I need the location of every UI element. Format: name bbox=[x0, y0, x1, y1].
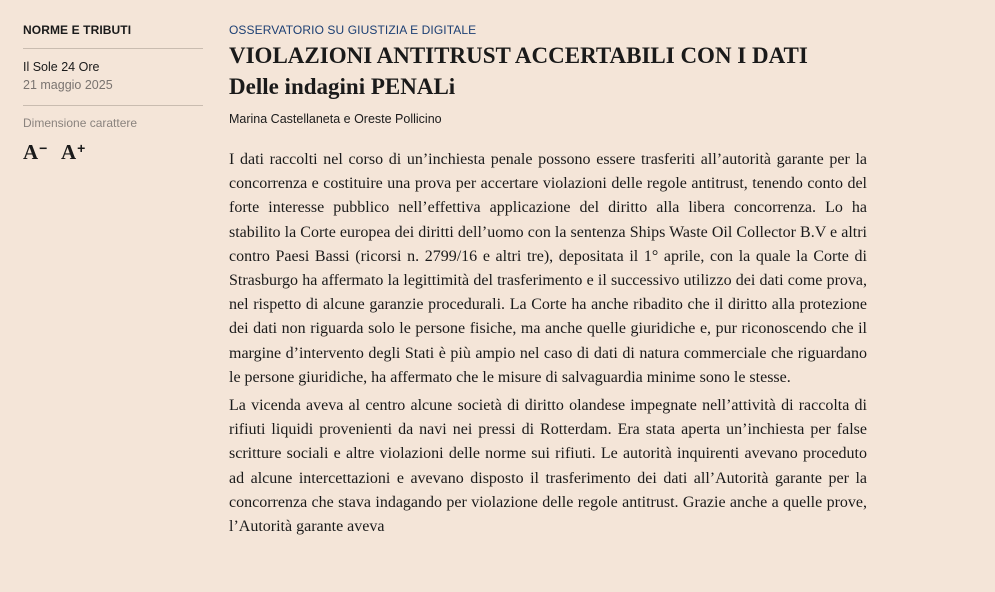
decrease-font-size-button[interactable] bbox=[23, 136, 47, 164]
increase-font-letter: A bbox=[61, 140, 77, 164]
divider bbox=[23, 48, 203, 49]
font-size-label: Dimensione carattere bbox=[23, 116, 138, 130]
section-title[interactable]: NORME E TRIBUTI bbox=[23, 23, 132, 37]
minus-icon: − bbox=[39, 140, 48, 156]
article-paragraph: I dati raccolti nel corso di un’inchiesta penale possono essere trasferiti all’autorità garante per la concorrenza e costituire una prova per accertare violazioni delle regole antitrust, tenendo conto del forte interesse pubblico nell’effettiva applicazione del diritto alla libera concorrenza. Lo ha stabilito la Corte europea dei diritti dell’uomo con la sentenza Ships Waste Oil Collector B.V e altri contro Paesi Bassi (ricorsi n. 2799/16 e altri tre), depositata il 1° aprile, con la quale la Corte di Strasburgo ha affermato la legittimità del trasferimento e il successivo utilizzo dei dati come prova, nel rispetto di alcune garanzie procedurali. La Corte ha anche ribadito che il diritto alla protezione dei dati non riguarda solo le persone fisiche, ma anche quelle giuridiche e, pur riconoscendo che il margine d’intervento degli Stati è più ampio nel caso di dati di natura commerciale che riguardano le persone giuridiche, ha affermato che le misure di salvaguardia minime sono le stesse. bbox=[229, 151, 867, 386]
article-paragraph: La vicenda aveva al centro alcune società di diritto olandese impegnate nell’attività di raccolta di rifiuti liquidi provenienti da navi nei pressi di Rotterdam. Era stata aperta un’inchiesta per false scritture sociali e altre violazioni delle norme sui rifiuti. Le autorità inquirenti avevano proceduto ad alcune intercettazioni e avevano disposto il trasferimento dei dati all’Autorità garante per la concorrenza che stava indagando per violazione delle regole antitrust. Grazie anche a quelle prove, l’Autorità garante aveva bbox=[229, 397, 867, 536]
increase-font-size-button[interactable] bbox=[61, 136, 85, 164]
article-kicker[interactable]: OSSERVATORIO SU GIUSTIZIA E DIGITALE bbox=[229, 23, 477, 37]
article-headline bbox=[229, 40, 867, 102]
publication-date: 21 maggio 2025 bbox=[23, 78, 113, 92]
article-body bbox=[229, 148, 867, 543]
article-authors: Marina Castellaneta e Oreste Pollicino bbox=[229, 112, 442, 126]
plus-icon: + bbox=[77, 140, 86, 156]
divider bbox=[23, 105, 203, 106]
headline-line-1: VIOLAZIONI ANTITRUST ACCERTABILI CON I DATI bbox=[229, 43, 808, 68]
publication-source: Il Sole 24 Ore bbox=[23, 60, 100, 74]
decrease-font-letter: A bbox=[23, 140, 39, 164]
headline-line-2: Delle indagini PENALi bbox=[229, 74, 456, 99]
